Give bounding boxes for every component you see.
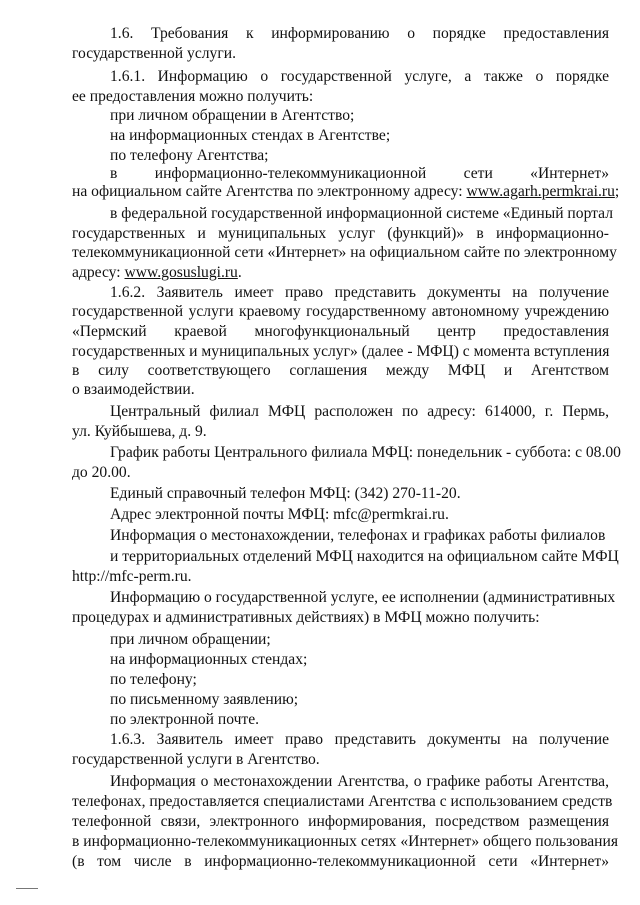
text-fragment: ; (614, 183, 620, 200)
text-fragment: адресу: (72, 264, 125, 281)
text-line: при личном обращении; (110, 631, 271, 648)
text-line: Информацию о государственной услуге, ее исполнении (административных (110, 589, 616, 606)
text-line (72, 263, 609, 283)
text-fragment: на официальном сайте Агентства по электронному адресу: (72, 183, 467, 200)
text-line: государственных и муниципальных услуг» (далее - МФЦ) с момента вступления (72, 343, 610, 360)
text-line: о взаимодействии. (72, 381, 195, 398)
text-line: 1.6.2. Заявитель имеет право представить документы на получение (110, 284, 609, 301)
text-line: по электронной почте. (110, 711, 260, 728)
scan-edge-mark (16, 888, 38, 889)
text-line: «Пермский краевой многофункциональный центр предоставления (72, 323, 609, 340)
text-line: государственной услуги. (72, 45, 236, 62)
text-line: по письменному заявлению; (110, 691, 299, 708)
text-line: 1.6.1. Информацию о государственной услуге, а также о порядке (110, 68, 609, 85)
text-line: в силу соответствующего соглашения между МФЦ и Агентством (72, 362, 609, 379)
agency-website-link[interactable]: www.agarh.permkrai.ru (466, 183, 615, 200)
text-line: Информация о местонахождении Агентства, о графике работы Агентства, (110, 773, 609, 790)
text-line: на информационных стендах; (110, 651, 308, 668)
text-line: Центральный филиал МФЦ расположен по адресу: 614000, г. Пермь, (110, 403, 609, 420)
text-line: при личном обращении в Агентство; (110, 107, 355, 124)
text-line: государственной услуги в Агентство. (72, 751, 320, 768)
text-line: государственных и муниципальных услуг (функций)» в информационно- (72, 225, 609, 242)
text-fragment: . (237, 264, 242, 281)
text-line: и территориальных отделений МФЦ находится на официальном сайте МФЦ (110, 548, 619, 565)
text-line: телекоммуникационной сети «Интернет» на официальном сайте по электронному (72, 244, 617, 261)
text-line: государственной услуги краевому государственному автономному учреждению (72, 303, 609, 320)
text-line: Единый справочный телефон МФЦ: (342) 270-11-20. (110, 485, 461, 502)
text-line: Информация о местонахождении, телефонах и графиках работы филиалов (110, 527, 606, 544)
text-line: процедурах и административных действиях) в МФЦ можно получить: (72, 609, 540, 626)
text-line: на информационных стендах в Агентстве; (110, 127, 391, 144)
text-line: телефонной связи, электронного информирования, посредством размещения (72, 813, 609, 830)
text-line: до 20.00. (72, 464, 131, 481)
text-line: 1.6. Требования к информированию о порядке предоставления (110, 25, 609, 42)
text-line: по телефону Агентства; (110, 147, 269, 164)
text-line: График работы Центрального филиала МФЦ: понедельник - суббота: с 08.00 (110, 444, 621, 461)
gosuslugi-link[interactable]: www.gosuslugi.ru (124, 264, 238, 281)
text-line: 1.6.3. Заявитель имеет право представить документы на получение (110, 731, 609, 748)
text-line: в федеральной государственной информационной системе «Единый портал (110, 205, 614, 222)
text-line: телефонах, предоставляется специалистами Агентства с использованием средств (72, 793, 613, 810)
text-line (72, 182, 620, 202)
text-line: ее предоставления можно получить: (72, 88, 314, 105)
text-line: в информационно-телекоммуникационных сетях «Интернет» общего пользования (72, 833, 619, 850)
text-line: ул. Куйбышева, д. 9. (72, 423, 207, 440)
text-line: (в том числе в информационно-телекоммуникационной сети «Интернет» (72, 853, 609, 870)
text-line: по телефону; (110, 671, 197, 688)
text-line: Адрес электронной почты МФЦ: mfc@permkrai.ru. (110, 506, 449, 523)
text-line: в информационно-телекоммуникационной сети «Интернет» (110, 165, 609, 182)
text-line: http://mfc-perm.ru. (72, 568, 192, 585)
